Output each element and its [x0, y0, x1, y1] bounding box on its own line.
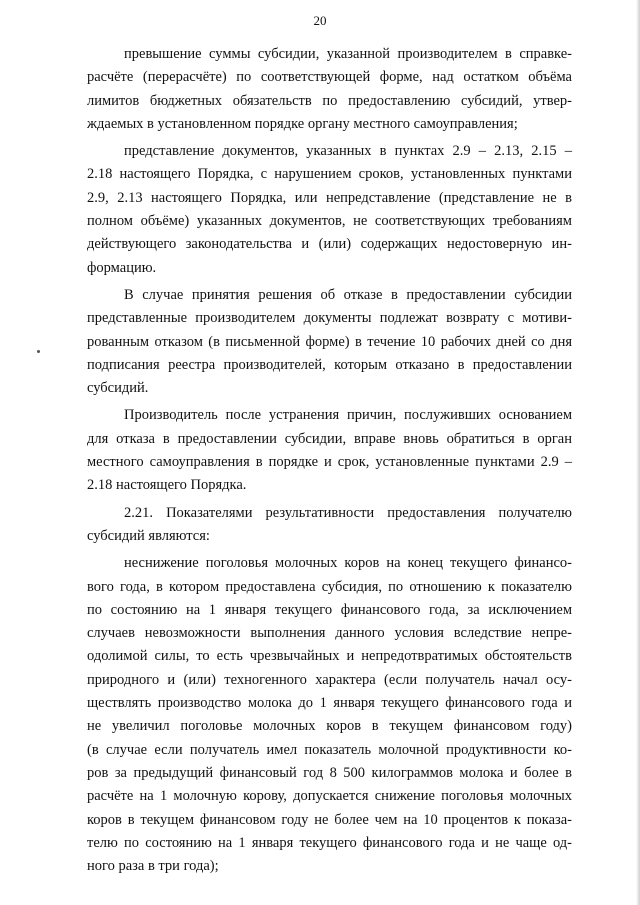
text-line: коров в текущем финансовом году не более чем на 10 процентов к показа- [87, 811, 572, 828]
text-line: по состоянию на 1 января текущего финансового года, за исключением [87, 601, 572, 618]
text-line: не увеличил поголовье молочных коров в текущем финансовом году) [87, 718, 572, 735]
text-line: для отказа в предоставлении субсидии, вправе вновь обратиться в орган [87, 430, 572, 447]
text-line: вого года, в котором предоставлена субсидия, по отношению к показателю [87, 578, 572, 595]
text-line: (в случае если получатель имел показатель молочной продуктивности ко- [87, 741, 572, 758]
text-line: 2.21. Показателями результативности предоставления получателю [124, 504, 572, 521]
text-line: 2.18 настоящего Порядка. [87, 477, 247, 494]
text-line: телю по состоянию на 1 января текущего финансового года и не чаще од- [87, 834, 572, 851]
text-line: превышение суммы субсидии, указанной производителем в справке- [124, 46, 572, 62]
document-body [87, 43, 572, 878]
text-line: расчёте на 1 молочную корову, допускается снижение поголовья молочных [87, 788, 572, 805]
text-line: формацию. [87, 259, 157, 276]
text-line: неснижение поголовья молочных коров на конец текущего финансо- [124, 555, 572, 572]
text-line: действующего законодательства и (или) содержащих недостоверную ин- [87, 236, 572, 253]
paragraph-subsidy-excess [87, 43, 572, 136]
text-line: расчёте (перерасчёте) по соответствующей форме, над остатком объёма [87, 69, 572, 86]
paragraph-livestock-condition [87, 552, 572, 878]
text-line: Производитель после устранения причин, послуживших основанием [124, 407, 572, 424]
text-line: полном объёме) указанных документов, не соответствующих требованиям [87, 213, 572, 230]
text-line: субсидий. [87, 380, 149, 397]
text-line: ров за предыдущий финансовый год 8 500 килограммов молока и более в [87, 764, 572, 781]
text-line: 2.18 настоящего Порядка, с нарушением сроков, установленных пунктами [87, 166, 572, 183]
paragraph-performance-indicators [87, 502, 572, 549]
text-line: случаев невозможности выполнения данного условия вследствие непре- [87, 625, 572, 642]
text-line: рованным отказом (в письменной форме) в течение 10 рабочих дней со дня [87, 333, 572, 350]
text-line: ждаемых в установленном порядке органу местного самоуправления; [87, 115, 518, 132]
text-line: В случае принятия решения об отказе в предоставлении субсидии [124, 286, 572, 303]
text-line: ного раза в три года); [87, 858, 219, 875]
text-line: природного и (или) техногенного характера (если получатель начал осу- [87, 671, 572, 688]
paragraph-reapplication [87, 404, 572, 497]
text-line: представление документов, указанных в пунктах 2.9 – 2.13, 2.15 – [124, 143, 572, 160]
text-line: 2.9, 2.13 настоящего Порядка, или непредставление (представление не в [87, 189, 572, 206]
paragraph-refusal-decision [87, 284, 572, 400]
page-number: 20 [313, 13, 327, 28]
text-line: местного самоуправления в порядке и срок, установленные пунктами 2.9 – [87, 454, 572, 471]
text-line: представленные производителем документы подлежат возврату с мотиви- [87, 310, 572, 327]
paragraph-documents-violation [87, 140, 572, 280]
text-line: ществлять производство молока до 1 января текущего финансового года и [87, 695, 572, 712]
scan-dot-mark [37, 350, 40, 353]
scan-edge-shadow [636, 0, 640, 905]
text-line: субсидий являются: [87, 527, 210, 544]
text-line: лимитов бюджетных обязательств по предоставлению субсидий, утвер- [87, 92, 572, 109]
text-line: подписания реестра производителей, которым отказано в предоставлении [87, 356, 572, 373]
text-line: одолимой силы, то есть чрезвычайных и непредотвратимых обстоятельств [87, 648, 572, 665]
